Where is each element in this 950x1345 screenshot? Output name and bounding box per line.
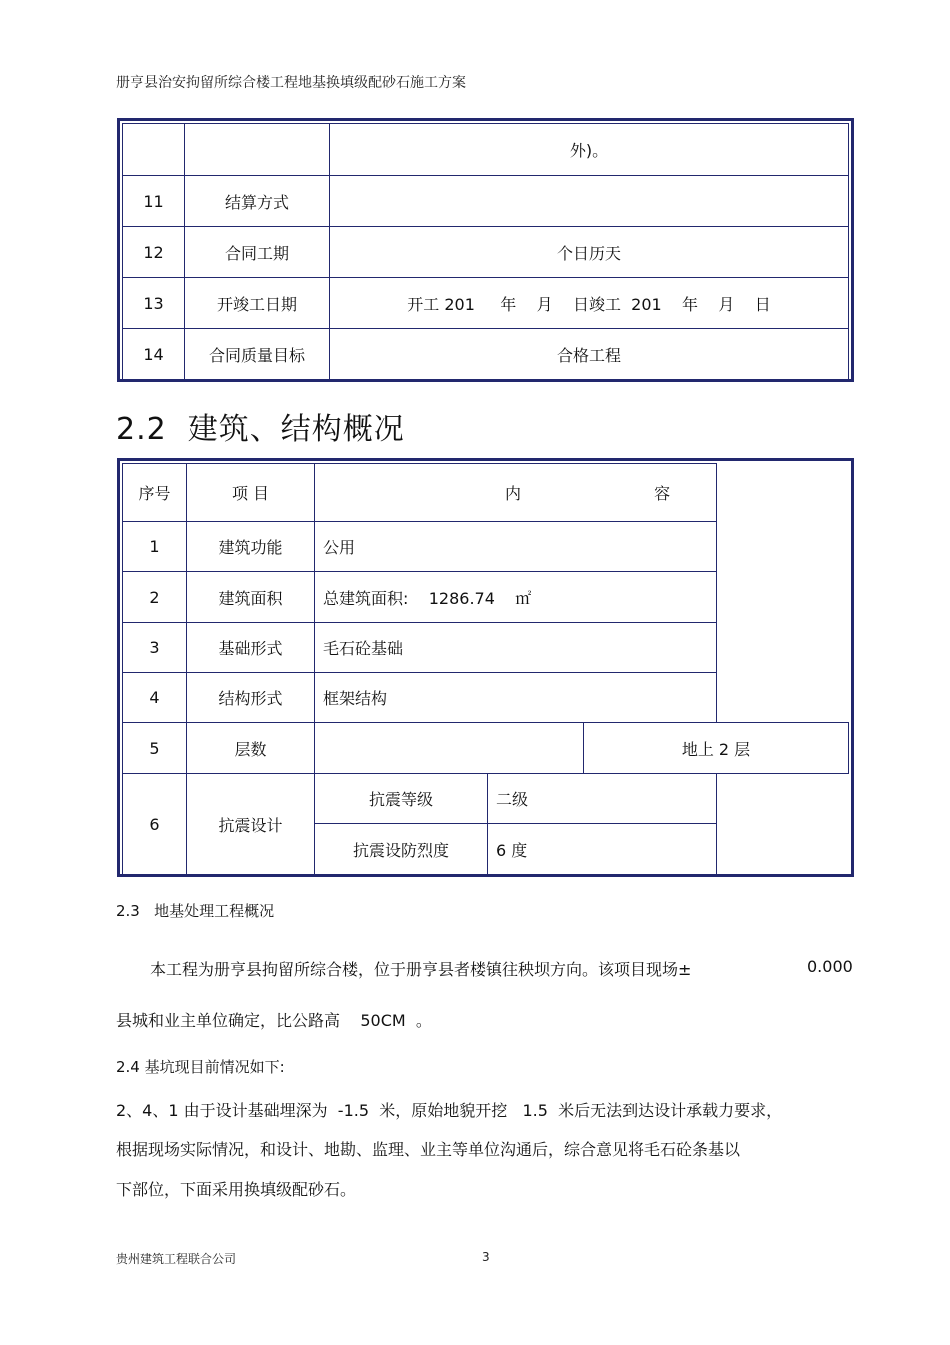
header-no: 序号 xyxy=(123,464,187,522)
section-title-2-3: 2.3 地基处理工程概况 xyxy=(116,902,275,920)
document-header: 册亨县治安拘留所综合楼工程地基换填级配砂石施工方案 xyxy=(116,75,466,91)
paragraph-2-4-line-3: 下部位，下面采用换填级配砂石。 xyxy=(116,1180,357,1199)
header-item: 项 目 xyxy=(187,464,315,522)
table-row: 13 开竣工日期 开工 201 年 月 日竣工 201 年 月 日 xyxy=(123,278,849,329)
contract-info-table xyxy=(117,118,854,382)
table-row: 11 结算方式 xyxy=(123,176,849,227)
table-row xyxy=(123,124,849,176)
table-row: 5 层数 地上 2 层 xyxy=(123,723,849,774)
table-row: 14 合同质量目标 合格工程 xyxy=(123,329,849,380)
table-row: 1 建筑功能 公用 xyxy=(123,522,849,572)
table-row: 4 结构形式 框架结构 xyxy=(123,673,849,723)
paragraph-2-4-line-1: 2、4、1 由于设计基础埋深为 -1.5 米，原始地貌开挖 1.5 米后无法到达设计承载力要求， xyxy=(116,1101,783,1120)
table-row: 2 建筑面积 总建筑面积: 1286.74 ㎡ xyxy=(123,572,849,623)
page-number: 3 xyxy=(482,1250,490,1264)
table-row: 3 基础形式 毛石砼基础 xyxy=(123,623,849,673)
footer-company: 贵州建筑工程联合公司 xyxy=(116,1252,237,1266)
section-title-2-2: 2.2 建筑、结构概况 xyxy=(116,412,405,447)
table-row: 抗震设防烈度 6 度 xyxy=(123,824,849,875)
table-row: 12 合同工期 个日历天 xyxy=(123,227,849,278)
paragraph-2-3-line-1: 本工程为册亨县拘留所综合楼，位于册亨县者楼镇往秧坝方向。该项目现场± xyxy=(150,960,692,979)
header-content: 内 容 xyxy=(315,464,717,522)
table-cell: 外)。 xyxy=(330,124,849,176)
building-overview-table xyxy=(117,458,854,877)
paragraph-2-4-line-2: 根据现场实际情况，和设计、地勘、监理、业主等单位沟通后，综合意见将毛石砼条基以 xyxy=(116,1140,741,1159)
table-header-row xyxy=(123,464,849,522)
paragraph-2-3-line-2: 县城和业主单位确定，比公路高 50CM 。 xyxy=(116,1011,432,1030)
paragraph-2-3-value: 0.000 xyxy=(807,957,853,976)
table-row: 6 抗震设计 抗震等级 二级 xyxy=(123,774,849,824)
section-title-2-4: 2.4 基坑现目前情况如下: xyxy=(116,1058,285,1076)
